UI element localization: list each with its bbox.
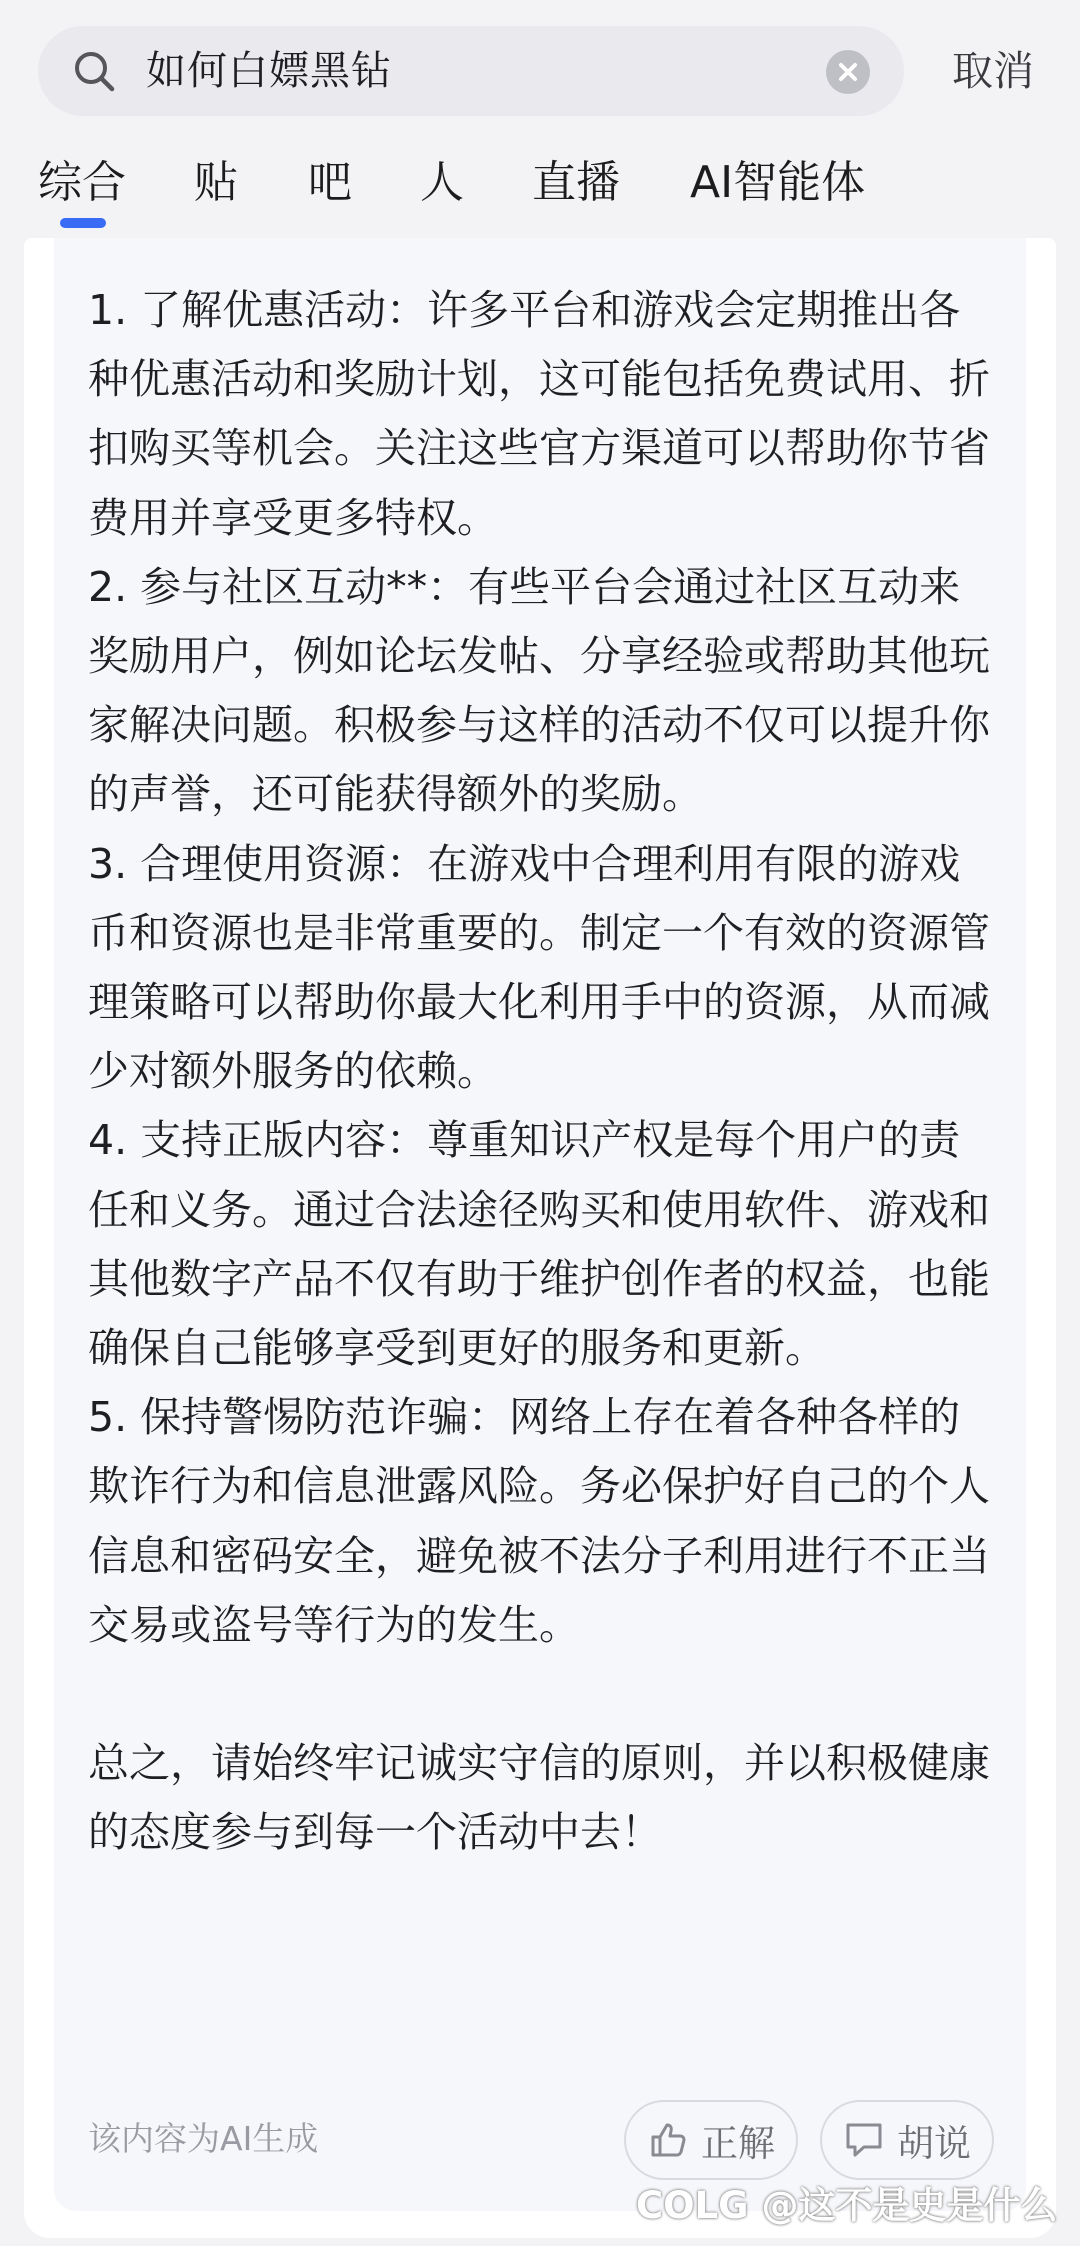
speech-bubble-icon [843,2119,885,2161]
ai-answer-text [88,276,1000,1868]
answer-conclusion: 总之，请始终牢记诚实守信的原则，并以积极健康的态度参与到每一个活动中去！ [88,1739,990,1857]
tab-forums[interactable]: 吧 [308,157,352,208]
active-tab-indicator [60,218,106,228]
tab-all[interactable]: 综合 [38,157,126,208]
search-bar[interactable] [38,26,904,116]
answer-paragraph: 1. 了解优惠活动：许多平台和游戏会定期推出各种优惠活动和奖励计划，这可能包括免费试用、折扣购买等机会。关注这些官方渠道可以帮助你节省费用并享受更多特权。 [88,286,990,542]
clear-search-icon[interactable] [826,50,870,94]
paragraph-spacer [88,1660,1000,1729]
tab-posts[interactable]: 贴 [194,157,238,208]
answer-paragraph: 5. 保持警惕防范诈骗：网络上存在着各种各样的欺诈行为和信息泄露风险。务必保护好自己的个人信息和密码安全，避免被不法分子利用进行不正当交易或盗号等行为的发生。 [88,1393,990,1649]
watermark-text: @这不是史是什么 [761,2184,1058,2227]
thumbs-up-icon [647,2119,689,2161]
disagree-button[interactable] [820,2100,994,2180]
ai-generated-note: 该内容为AI生成 [88,2119,319,2158]
watermark [636,2178,1057,2234]
watermark-logo-icon: COLG [636,2184,762,2227]
tab-ai-agent[interactable]: AI智能体 [690,157,866,208]
search-icon [70,47,118,95]
search-tabs [0,150,1080,230]
answer-paragraph: 3. 合理使用资源：在游戏中合理利用有限的游戏币和资源也是非常重要的。制定一个有效的资源管理策略可以帮助你最大化利用手中的资源，从而减少对额外服务的依赖。 [88,839,990,1096]
tab-live[interactable]: 直播 [532,157,620,208]
cancel-button[interactable]: 取消 [952,47,1034,95]
answer-paragraph: 2. 参与社区互动**：有些平台会通过社区互动来奖励用户，例如论坛发帖、分享经验或帮助其他玩家解决问题。积极参与这样的活动不仅可以提升你的声誉，还可能获得额外的奖励。 [88,562,990,819]
agree-label: 正解 [701,2122,775,2165]
search-input[interactable]: 如何白嫖黑钻 [146,48,392,94]
answer-paragraph: 4. 支持正版内容：尊重知识产权是每个用户的责任和义务。通过合法途径购买和使用软件、游戏和其他数字产品不仅有助于维护创作者的权益，也能确保自己能够享受到更好的服务和更新。 [88,1116,990,1373]
search-header [0,0,1080,240]
agree-button[interactable] [624,2100,798,2180]
tab-people[interactable]: 人 [420,157,464,208]
disagree-label: 胡说 [897,2122,971,2165]
